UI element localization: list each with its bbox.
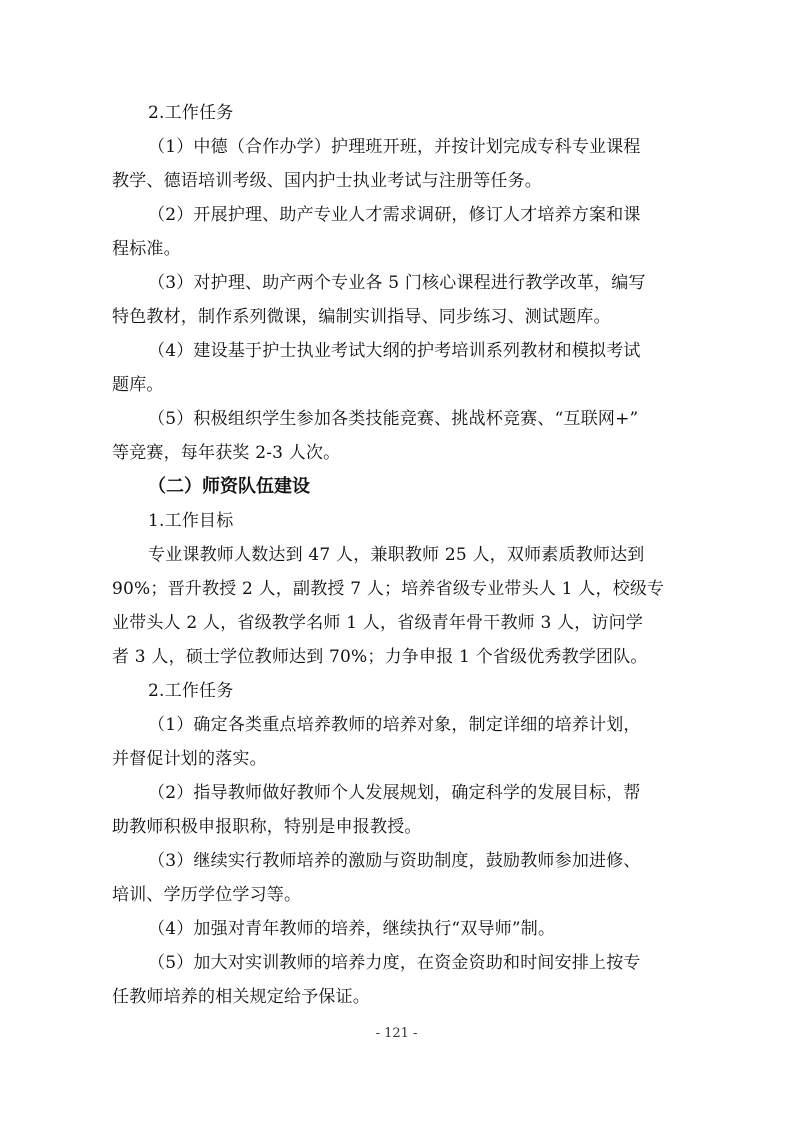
task-2-3-line-2: 培训、学历学位学习等。 — [112, 885, 302, 905]
goal-line-3: 业带头人 2 人，省级教学名师 1 人，省级青年骨干教师 3 人，访问学 — [112, 613, 644, 633]
task-2-1-line-2: 并督促计划的落实。 — [112, 749, 267, 769]
task-1-1-line-2: 教学、德语培训考级、国内护士执业考试与注册等任务。 — [112, 171, 542, 191]
task-1-4-line-2: 题库。 — [112, 375, 164, 395]
tasks-heading-1: 2.工作任务 — [148, 103, 234, 123]
task-2-1-line-1: （1）确定各类重点培养教师的培养对象，制定详细的培养计划， — [148, 715, 641, 735]
task-1-2-line-1: （2）开展护理、助产专业人才需求调研，修订人才培养方案和课 — [148, 205, 641, 225]
task-1-2-line-2: 程标准。 — [112, 239, 181, 259]
task-1-3-line-1: （3）对护理、助产两个专业各 5 门核心课程进行教学改革，编写 — [148, 273, 646, 293]
goal-heading: 1.工作目标 — [148, 511, 234, 531]
task-1-3-line-2: 特色教材，制作系列微课，编制实训指导、同步练习、测试题库。 — [112, 307, 611, 327]
task-2-2-line-1: （2）指导教师做好教师个人发展规划，确定科学的发展目标，帮 — [148, 783, 641, 803]
task-1-4-line-1: （4）建设基于护士执业考试大纲的护考培训系列教材和模拟考试 — [148, 341, 641, 361]
task-2-4-line-1: （4）加强对青年教师的培养，继续执行“双导师”制。 — [148, 919, 556, 939]
task-1-5-line-1: （5）积极组织学生参加各类技能竞赛、挑战杯竞赛、“互联网+” — [148, 409, 639, 429]
goal-line-2: 90%；晋升教授 2 人，副教授 7 人；培养省级专业带头人 1 人，校级专 — [112, 579, 665, 599]
section-heading-faculty: （二）师资队伍建设 — [148, 476, 310, 497]
document-body — [112, 96, 682, 1014]
task-1-1-line-1: （1）中德（合作办学）护理班开班，并按计划完成专科专业课程 — [148, 137, 641, 157]
tasks-heading-2: 2.工作任务 — [148, 681, 234, 701]
task-2-3-line-1: （3）继续实行教师培养的激励与资助制度，鼓励教师参加进修、 — [148, 851, 641, 871]
goal-line-1: 专业课教师人数达到 47 人，兼职教师 25 人，双师素质教师达到 — [148, 545, 645, 565]
goal-line-4: 者 3 人，硕士学位教师达到 70%；力争申报 1 个省级优秀教学团队。 — [112, 647, 648, 667]
task-2-5-line-2: 任教师培养的相关规定给予保证。 — [112, 987, 370, 1007]
task-2-2-line-2: 助教师积极申报职称，特别是申报教授。 — [112, 817, 422, 837]
task-2-5-line-1: （5）加大对实训教师的培养力度，在资金资助和时间安排上按专 — [148, 953, 641, 973]
task-1-5-line-2: 等竞赛，每年获奖 2-3 人次。 — [112, 443, 341, 463]
page-number: - 121 - — [375, 1026, 418, 1041]
